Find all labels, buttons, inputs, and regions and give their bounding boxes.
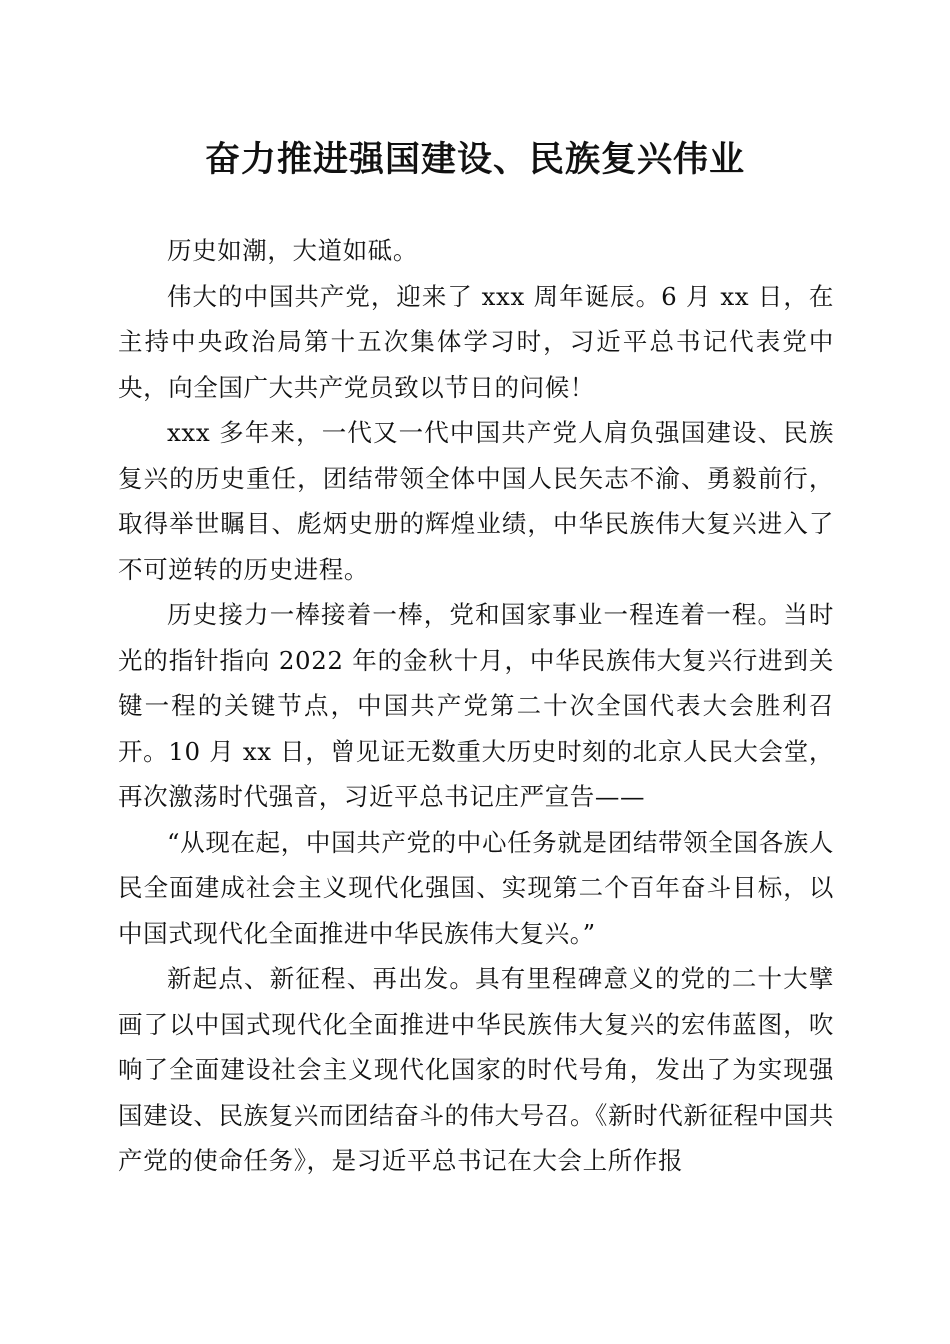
paragraph: xxx 多年来，一代又一代中国共产党人肩负强国建设、民族复兴的历史重任，团结带领全体中国人民矢志不渝、勇毅前行，取得举世瞩目、彪炳史册的辉煌业绩，中华民族伟大复兴进入了不可逆转的历史进程。 <box>118 418 834 584</box>
paragraph: 历史接力一棒接着一棒，党和国家事业一程连着一程。当时光的指针指向 2022 年的金秋十月，中华民族伟大复兴行进到关键一程的关键节点，中国共产党第二十次全国代表大会胜利召开。10 月 xx 日，曾见证无数重大历史时刻的北京人民大会堂，再次激荡时代强音，习近平总书记庄严宣告—— <box>118 600 834 811</box>
paragraph: 历史如潮，大道如砥。 <box>167 236 418 265</box>
paragraph: 新起点、新征程、再出发。具有里程碑意义的党的二十大擘画了以中国式现代化全面推进中华民族伟大复兴的宏伟蓝图，吹响了全面建设社会主义现代化国家的时代号角，发出了为实现强国建设、民族复兴而团结奋斗的伟大号召。《新时代新征程中国共产党的使命任务》，是习近平总书记在大会上所作报 <box>118 964 834 1175</box>
document-title: 奋力推进强国建设、民族复兴伟业 <box>204 139 745 180</box>
paragraph: 伟大的中国共产党，迎来了 xxx 周年诞辰。6 月 xx 日，在主持中央政治局第十五次集体学习时，习近平总书记代表党中央，向全国广大共产党员致以节日的问候！ <box>118 281 834 402</box>
document-body <box>118 228 834 1184</box>
quotation-paragraph: “从现在起，中国共产党的中心任务就是团结带领全国各族人民全面建成社会主义现代化强国、实现第二个百年奋斗目标，以中国式现代化全面推进中华民族伟大复兴。” <box>118 827 834 948</box>
